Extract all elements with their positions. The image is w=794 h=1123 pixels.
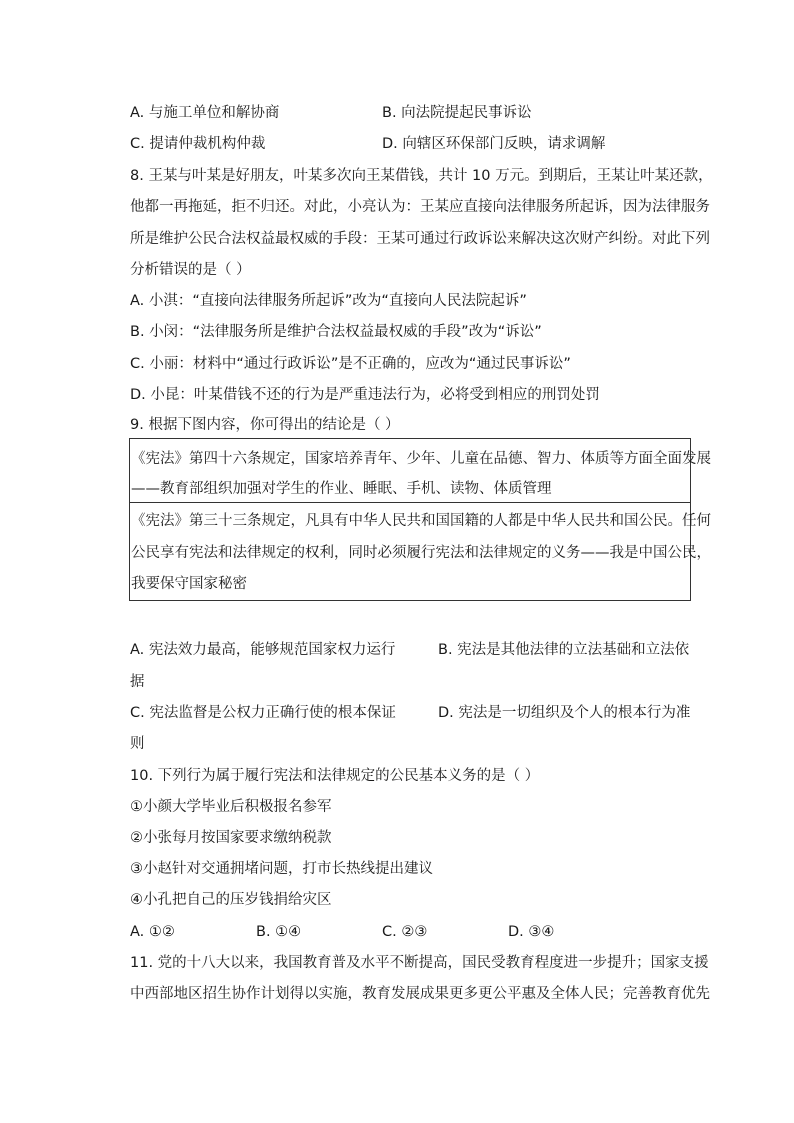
q9-table-row-1 bbox=[130, 439, 711, 503]
q11-stem-line-1: 11. 党的十八大以来，我国教育普及水平不断提高，国民受教育程度进一步提升；国家支援 bbox=[130, 955, 709, 971]
q8-stem-line-1: 8. 王某与叶某是好朋友，叶某多次向王某借钱，共计 10 万元。到期后，王某让叶某还款， bbox=[130, 168, 713, 184]
q8-stem-line-4: 分析错误的是（ ） bbox=[130, 262, 251, 278]
q8-stem-line-2: 他都一再拖延，拒不归还。对此，小亮认为：王某应直接向法律服务所起诉，因为法律服务 bbox=[130, 199, 710, 215]
q7-options-row2 bbox=[130, 134, 695, 154]
q10-stem: 10. 下列行为属于履行宪法和法律规定的公民基本义务的是（ ） bbox=[130, 768, 540, 784]
q10-options-row bbox=[130, 922, 695, 942]
q8-option-c[interactable]: C. 小丽：材料中“通过行政诉讼”是不正确的，应改为“通过民事诉讼” bbox=[130, 356, 571, 372]
q9-row2-line-3: 我要保守国家秘密 bbox=[131, 576, 247, 592]
q9-stem: 9. 根据下图内容，你可得出的结论是（ ） bbox=[130, 417, 400, 433]
q10-option-a[interactable]: A. ①② bbox=[130, 924, 175, 940]
q10-item-2: ②小张每月按国家要求缴纳税款 bbox=[130, 830, 332, 846]
q9-option-d[interactable]: D. 宪法是一切组织及个人的根本行为准 bbox=[438, 705, 691, 721]
q9-table-row-2 bbox=[130, 503, 711, 601]
q9-option-d-continued: 则 bbox=[130, 736, 145, 752]
q11-stem-line-2: 中西部地区招生协作计划得以实施，教育发展成果更多更公平惠及全体人民；完善教育优先 bbox=[130, 986, 710, 1002]
q8-option-b[interactable]: B. 小闵：“法律服务所是维护合法权益最权威的手段”改为“诉讼” bbox=[130, 324, 542, 340]
q8-stem-line-3: 所是维护公民合法权益最权威的手段：王某可通过行政诉讼来解决这次财产纠纷。对此下列 bbox=[130, 231, 710, 247]
q10-option-b[interactable]: B. ①④ bbox=[256, 924, 302, 940]
q9-row1-line-2: ——教育部组织加强对学生的作业、睡眠、手机、读物、体质管理 bbox=[131, 481, 552, 497]
q7-option-a[interactable]: A. 与施工单位和解协商 bbox=[130, 105, 280, 121]
q10-option-d[interactable]: D. ③④ bbox=[508, 924, 555, 940]
q7-option-b[interactable]: B. 向法院提起民事诉讼 bbox=[382, 105, 532, 121]
q10-item-3: ③小赵针对交通拥堵问题，打市长热线提出建议 bbox=[130, 861, 433, 877]
q10-item-4: ④小孔把自己的压岁钱捐给灾区 bbox=[130, 892, 332, 908]
q7-option-c[interactable]: C. 提请仲裁机构仲裁 bbox=[130, 136, 266, 152]
q8-option-a[interactable]: A. 小淇：“直接向法律服务所起诉”改为“直接向人民法院起诉” bbox=[130, 293, 527, 309]
q10-option-c[interactable]: C. ②③ bbox=[382, 924, 428, 940]
q10-item-1: ①小颜大学毕业后积极报名参军 bbox=[130, 799, 332, 815]
q9-row2-line-2: 公民享有宪法和法律规定的权利，同时必须履行宪法和法律规定的义务——我是中国公民， bbox=[131, 545, 711, 561]
q9-option-b[interactable]: B. 宪法是其他法律的立法基础和立法依 bbox=[438, 642, 690, 658]
q9-option-b-continued: 据 bbox=[130, 674, 145, 690]
q7-option-d[interactable]: D. 向辖区环保部门反映，请求调解 bbox=[382, 136, 606, 152]
q9-row1-line-1: 《宪法》第四十六条规定，国家培养青年、少年、儿童在品德、智力、体质等方面全面发展 bbox=[131, 451, 711, 467]
q9-material-table bbox=[129, 438, 711, 601]
q7-options-row1 bbox=[130, 103, 695, 123]
q9-option-c[interactable]: C. 宪法监督是公权力正确行使的根本保证 bbox=[130, 705, 396, 721]
q9-row2-line-1: 《宪法》第三十三条规定，凡具有中华人民共和国国籍的人都是中华人民共和国公民。任何 bbox=[131, 513, 711, 529]
q9-options-row1 bbox=[130, 640, 695, 660]
q9-option-a[interactable]: A. 宪法效力最高，能够规范国家权力运行 bbox=[130, 642, 396, 658]
q9-options-row2 bbox=[130, 703, 695, 723]
q8-option-d[interactable]: D. 小昆：叶某借钱不还的行为是严重违法行为，必将受到相应的刑罚处罚 bbox=[130, 387, 600, 403]
